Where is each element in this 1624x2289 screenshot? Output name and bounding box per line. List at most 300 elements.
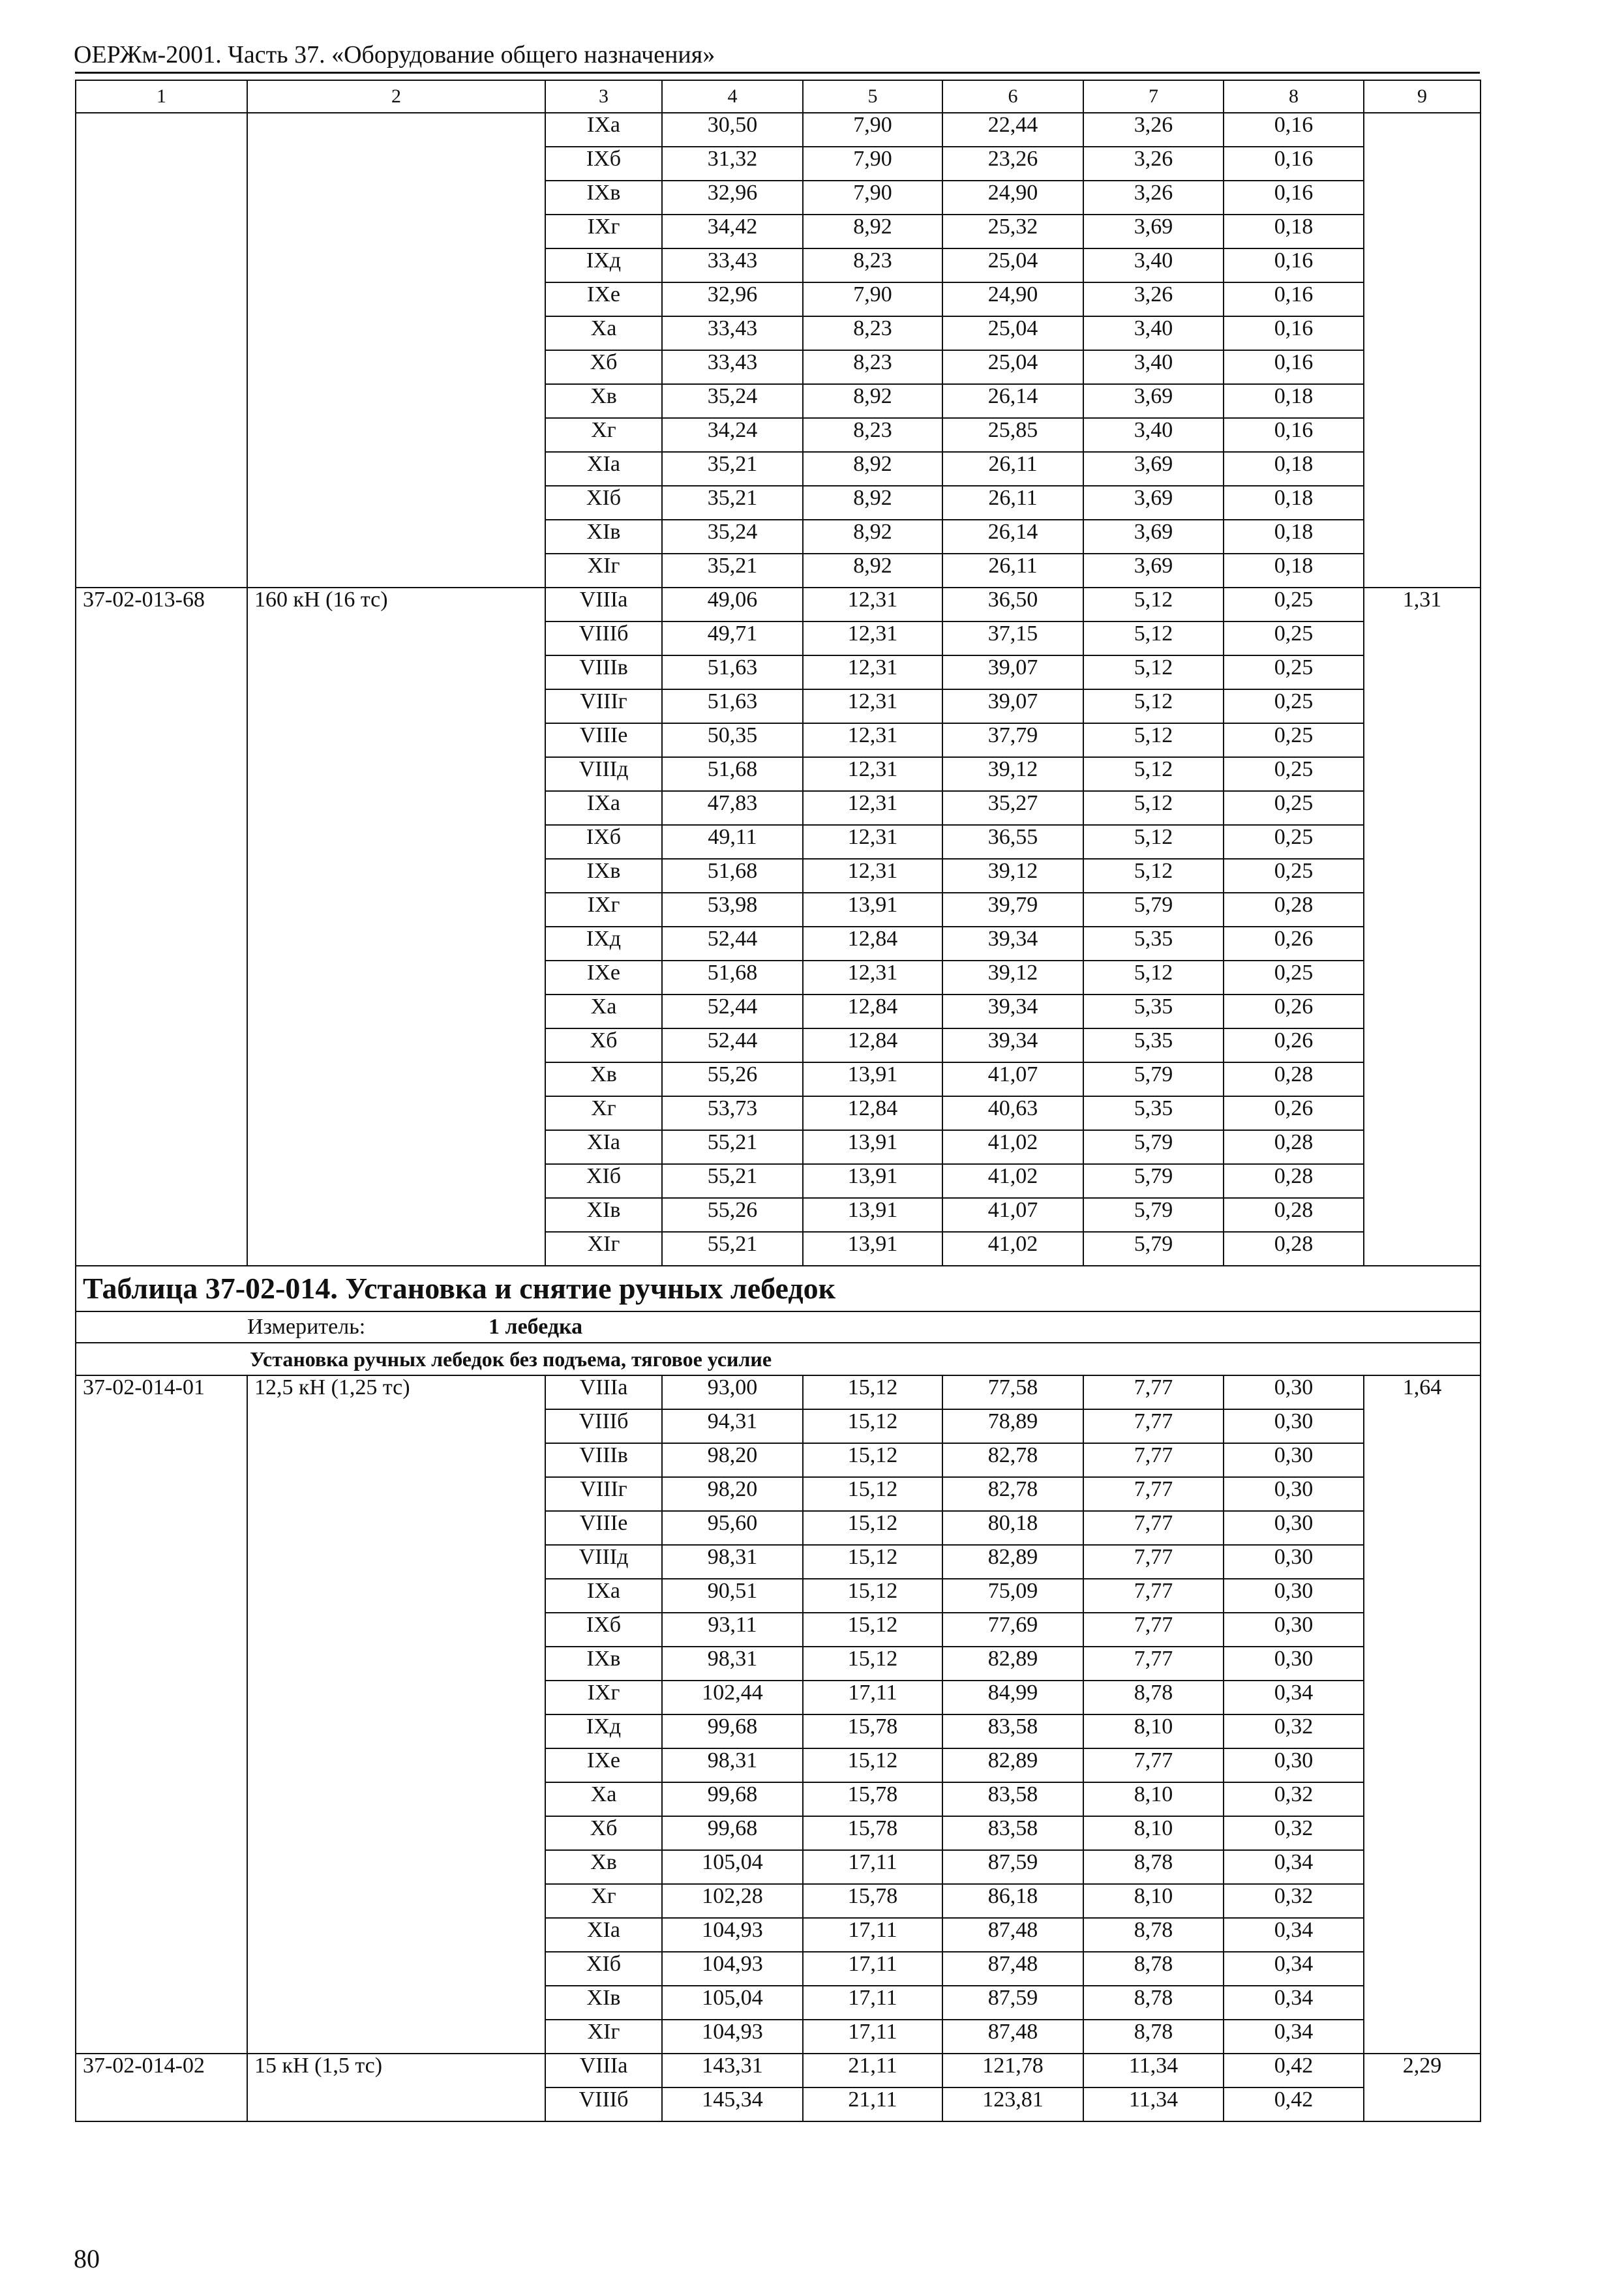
table-cell: 5,12 xyxy=(1083,757,1224,791)
rate-name: 160 кН (16 тс) xyxy=(247,588,545,1266)
table-cell: 0,26 xyxy=(1224,927,1364,961)
table-cell: 0,30 xyxy=(1224,1748,1364,1782)
table-cell: 0,16 xyxy=(1224,147,1364,181)
table-cell: 15,12 xyxy=(803,1579,942,1613)
table-cell: 8,92 xyxy=(803,215,942,248)
table-cell: 12,84 xyxy=(803,1096,942,1130)
table-cell: 5,79 xyxy=(1083,1164,1224,1198)
table-cell: 15,78 xyxy=(803,1816,942,1850)
table-cell: 0,34 xyxy=(1224,1918,1364,1952)
table-cell: XIб xyxy=(545,486,662,520)
table-cell: 25,04 xyxy=(942,350,1083,384)
column-number: 7 xyxy=(1083,80,1224,113)
table-cell: 99,68 xyxy=(662,1714,803,1748)
table-cell: 12,84 xyxy=(803,927,942,961)
table-cell: 21,11 xyxy=(803,2087,942,2121)
table-cell: 7,77 xyxy=(1083,1613,1224,1647)
table-cell: IXе xyxy=(545,282,662,316)
table-cell: 15,12 xyxy=(803,1613,942,1647)
table-cell: 0,42 xyxy=(1224,2054,1364,2087)
table-cell: 41,02 xyxy=(942,1130,1083,1164)
table-cell: 5,12 xyxy=(1083,791,1224,825)
table-cell: 17,11 xyxy=(803,1850,942,1884)
table-cell: 0,18 xyxy=(1224,486,1364,520)
table-cell: 36,50 xyxy=(942,588,1083,621)
column-number: 8 xyxy=(1224,80,1364,113)
table-cell: 51,68 xyxy=(662,961,803,995)
table-cell: 7,77 xyxy=(1083,1409,1224,1443)
table-cell: 12,31 xyxy=(803,961,942,995)
table-cell: 25,85 xyxy=(942,418,1083,452)
table-cell: IXв xyxy=(545,181,662,215)
table-cell: 41,07 xyxy=(942,1062,1083,1096)
table-cell: 8,23 xyxy=(803,248,942,282)
table-cell: 3,40 xyxy=(1083,418,1224,452)
table-cell: 0,25 xyxy=(1224,961,1364,995)
table-cell: 5,79 xyxy=(1083,1130,1224,1164)
table-cell: Xб xyxy=(545,350,662,384)
table-cell: Xб xyxy=(545,1816,662,1850)
table-cell: Xг xyxy=(545,1096,662,1130)
table-cell: 33,43 xyxy=(662,248,803,282)
table-cell: 93,00 xyxy=(662,1375,803,1409)
table-cell: 31,32 xyxy=(662,147,803,181)
table-cell: Xа xyxy=(545,316,662,350)
table-cell: 51,68 xyxy=(662,757,803,791)
table-cell: VIIIв xyxy=(545,655,662,689)
table-cell: 15,12 xyxy=(803,1477,942,1511)
table-cell: 0,25 xyxy=(1224,723,1364,757)
table-cell: 7,77 xyxy=(1083,1477,1224,1511)
table-cell: 0,42 xyxy=(1224,2087,1364,2121)
rate-code: 37-02-014-01 xyxy=(76,1375,247,2054)
table-cell: 123,81 xyxy=(942,2087,1083,2121)
table-cell: VIIIг xyxy=(545,689,662,723)
table-cell: 8,10 xyxy=(1083,1884,1224,1918)
table-cell: VIIIг xyxy=(545,1477,662,1511)
subheading-row xyxy=(76,1343,1481,1375)
table-cell: 7,77 xyxy=(1083,1647,1224,1681)
table-cell: 39,12 xyxy=(942,757,1083,791)
table-cell: 32,96 xyxy=(662,181,803,215)
table-cell: 98,31 xyxy=(662,1748,803,1782)
table-cell: IXд xyxy=(545,248,662,282)
table-cell: 0,30 xyxy=(1224,1375,1364,1409)
table-cell: 25,32 xyxy=(942,215,1083,248)
table-cell: 39,12 xyxy=(942,961,1083,995)
table-cell: Xг xyxy=(545,1884,662,1918)
table-cell: 3,69 xyxy=(1083,215,1224,248)
table-cell: VIIIд xyxy=(545,1545,662,1579)
table-cell: 15,78 xyxy=(803,1782,942,1816)
table-cell: 0,28 xyxy=(1224,893,1364,927)
table-cell: 0,32 xyxy=(1224,1714,1364,1748)
table-cell: 33,43 xyxy=(662,316,803,350)
table-cell: XIб xyxy=(545,1952,662,1986)
table-cell: VIIIа xyxy=(545,2054,662,2087)
table-cell: 0,30 xyxy=(1224,1511,1364,1545)
table-cell: 83,58 xyxy=(942,1782,1083,1816)
table-cell: 22,44 xyxy=(942,113,1083,147)
table-cell: 12,31 xyxy=(803,588,942,621)
table-cell: 55,26 xyxy=(662,1062,803,1096)
table-cell: Xв xyxy=(545,1062,662,1096)
table-cell: 0,28 xyxy=(1224,1062,1364,1096)
table-cell: 32,96 xyxy=(662,282,803,316)
table-cell: Xг xyxy=(545,418,662,452)
table-cell: 0,26 xyxy=(1224,1096,1364,1130)
table-cell: 17,11 xyxy=(803,1952,942,1986)
table-cell: 87,48 xyxy=(942,1918,1083,1952)
table-cell: 0,30 xyxy=(1224,1613,1364,1647)
table-cell: 3,69 xyxy=(1083,452,1224,486)
table-cell: 13,91 xyxy=(803,1164,942,1198)
table-cell: XIа xyxy=(545,1918,662,1952)
table-cell: 37,79 xyxy=(942,723,1083,757)
table-cell: 55,21 xyxy=(662,1232,803,1266)
table-cell: 12,31 xyxy=(803,723,942,757)
table-cell: 33,43 xyxy=(662,350,803,384)
table-cell: 51,63 xyxy=(662,689,803,723)
table-cell: 145,34 xyxy=(662,2087,803,2121)
table-cell: 50,35 xyxy=(662,723,803,757)
table-cell: 24,90 xyxy=(942,181,1083,215)
table-row xyxy=(76,1375,1481,1409)
table-row xyxy=(76,588,1481,621)
table-cell: VIIIб xyxy=(545,2087,662,2121)
table-cell: 13,91 xyxy=(803,1130,942,1164)
table-cell: 30,50 xyxy=(662,113,803,147)
table-cell: XIв xyxy=(545,1986,662,2020)
table-cell: XIв xyxy=(545,520,662,554)
table-cell: 13,91 xyxy=(803,893,942,927)
table-cell: 5,12 xyxy=(1083,723,1224,757)
column-number: 1 xyxy=(76,80,247,113)
table-cell: 5,12 xyxy=(1083,689,1224,723)
table-cell: 5,79 xyxy=(1083,1198,1224,1232)
table-cell: 98,20 xyxy=(662,1443,803,1477)
table-cell: 0,25 xyxy=(1224,757,1364,791)
table-cell: 0,34 xyxy=(1224,1850,1364,1884)
table-cell: 0,25 xyxy=(1224,689,1364,723)
table-cell: XIа xyxy=(545,1130,662,1164)
table-cell: 51,68 xyxy=(662,859,803,893)
table-cell: 8,78 xyxy=(1083,1850,1224,1884)
table-cell: 0,30 xyxy=(1224,1647,1364,1681)
column-number: 3 xyxy=(545,80,662,113)
table-cell: 52,44 xyxy=(662,995,803,1028)
measure-row xyxy=(76,1311,1481,1343)
table-cell: 8,10 xyxy=(1083,1816,1224,1850)
rate-extra: 1,31 xyxy=(1364,588,1481,1266)
table-cell: 0,16 xyxy=(1224,316,1364,350)
table-cell: 26,14 xyxy=(942,520,1083,554)
table-cell: 3,40 xyxy=(1083,316,1224,350)
table-cell: 0,30 xyxy=(1224,1443,1364,1477)
table-cell: VIIIб xyxy=(545,621,662,655)
table-cell: 0,25 xyxy=(1224,655,1364,689)
table-cell: 3,26 xyxy=(1083,147,1224,181)
table-cell: 3,69 xyxy=(1083,486,1224,520)
table-cell: IXа xyxy=(545,113,662,147)
table-cell: 86,18 xyxy=(942,1884,1083,1918)
table-cell: 104,93 xyxy=(662,1952,803,1986)
table-cell: 53,73 xyxy=(662,1096,803,1130)
table-cell: 83,58 xyxy=(942,1714,1083,1748)
table-cell: 0,34 xyxy=(1224,1986,1364,2020)
table-cell: 7,90 xyxy=(803,181,942,215)
table-cell: 15,12 xyxy=(803,1647,942,1681)
table-cell: 13,91 xyxy=(803,1198,942,1232)
table-cell: 52,44 xyxy=(662,927,803,961)
table-cell: 0,16 xyxy=(1224,350,1364,384)
table-cell: 15,78 xyxy=(803,1884,942,1918)
table-cell: 35,21 xyxy=(662,452,803,486)
table-cell: IXа xyxy=(545,791,662,825)
table-cell: 7,77 xyxy=(1083,1579,1224,1613)
table-cell: 5,79 xyxy=(1083,1232,1224,1266)
table-cell: 98,31 xyxy=(662,1545,803,1579)
table-cell: 5,12 xyxy=(1083,961,1224,995)
table-cell: 0,28 xyxy=(1224,1130,1364,1164)
table-cell: 0,16 xyxy=(1224,282,1364,316)
table-cell: 7,77 xyxy=(1083,1443,1224,1477)
table-cell: IXг xyxy=(545,215,662,248)
table-cell: 8,78 xyxy=(1083,1918,1224,1952)
rate-code xyxy=(76,113,247,588)
table-cell: 0,34 xyxy=(1224,1952,1364,1986)
table-cell: 12,31 xyxy=(803,621,942,655)
table-cell: Xа xyxy=(545,995,662,1028)
table-cell: 8,78 xyxy=(1083,1681,1224,1714)
table-cell: 12,31 xyxy=(803,791,942,825)
table-cell: 8,78 xyxy=(1083,1986,1224,2020)
table-cell: 90,51 xyxy=(662,1579,803,1613)
rate-name: 12,5 кН (1,25 тс) xyxy=(247,1375,545,2054)
rate-code: 37-02-013-68 xyxy=(76,588,247,1266)
subheading-spacer xyxy=(76,1343,247,1375)
table-cell: 39,79 xyxy=(942,893,1083,927)
table-cell: 49,06 xyxy=(662,588,803,621)
table-cell: 25,04 xyxy=(942,248,1083,282)
table-cell: 12,31 xyxy=(803,655,942,689)
table-cell: 102,28 xyxy=(662,1884,803,1918)
table-cell: 0,18 xyxy=(1224,554,1364,588)
table-cell: 3,69 xyxy=(1083,520,1224,554)
table-cell: 26,11 xyxy=(942,554,1083,588)
table-cell: 8,92 xyxy=(803,554,942,588)
table-cell: 7,77 xyxy=(1083,1375,1224,1409)
table-cell: IXе xyxy=(545,1748,662,1782)
table-cell: 8,10 xyxy=(1083,1782,1224,1816)
table-cell: 35,21 xyxy=(662,554,803,588)
table-cell: 15,12 xyxy=(803,1545,942,1579)
table-cell: XIг xyxy=(545,1232,662,1266)
table-cell: 34,42 xyxy=(662,215,803,248)
table-cell: 0,18 xyxy=(1224,384,1364,418)
table-cell: 49,11 xyxy=(662,825,803,859)
table-cell: 39,34 xyxy=(942,1028,1083,1062)
table-cell: 98,31 xyxy=(662,1647,803,1681)
rate-name: 15 кН (1,5 тс) xyxy=(247,2054,545,2121)
rate-code: 37-02-014-02 xyxy=(76,2054,247,2121)
rate-extra xyxy=(1364,113,1481,588)
table-cell: IXб xyxy=(545,825,662,859)
table-cell: 55,21 xyxy=(662,1130,803,1164)
table-cell: 15,78 xyxy=(803,1714,942,1748)
table-cell: 17,11 xyxy=(803,1681,942,1714)
table-cell: 99,68 xyxy=(662,1782,803,1816)
table-cell: 104,93 xyxy=(662,2020,803,2054)
table-cell: 75,09 xyxy=(942,1579,1083,1613)
table-cell: 15,12 xyxy=(803,1409,942,1443)
table-cell: 0,25 xyxy=(1224,859,1364,893)
table-cell: XIв xyxy=(545,1198,662,1232)
table-cell: 12,31 xyxy=(803,757,942,791)
table-cell: 15,12 xyxy=(803,1443,942,1477)
table-row xyxy=(76,113,1481,147)
table-cell: 17,11 xyxy=(803,2020,942,2054)
table-cell: 0,18 xyxy=(1224,520,1364,554)
rate-extra: 1,64 xyxy=(1364,1375,1481,2054)
table-cell: 17,11 xyxy=(803,1986,942,2020)
table-cell: 8,78 xyxy=(1083,1952,1224,1986)
table-cell: XIа xyxy=(545,452,662,486)
column-number-row xyxy=(76,80,1481,113)
table-cell: 82,78 xyxy=(942,1443,1083,1477)
table-cell: 0,32 xyxy=(1224,1884,1364,1918)
table-cell: 0,32 xyxy=(1224,1782,1364,1816)
table-cell: 3,69 xyxy=(1083,384,1224,418)
table-cell: 3,26 xyxy=(1083,181,1224,215)
table-cell: 12,31 xyxy=(803,825,942,859)
table-cell: 87,48 xyxy=(942,2020,1083,2054)
table-cell: 8,23 xyxy=(803,418,942,452)
table-cell: 0,30 xyxy=(1224,1409,1364,1443)
table-cell: 78,89 xyxy=(942,1409,1083,1443)
table-cell: VIIIб xyxy=(545,1409,662,1443)
table-cell: 49,71 xyxy=(662,621,803,655)
table-cell: 0,34 xyxy=(1224,1681,1364,1714)
table-cell: 36,55 xyxy=(942,825,1083,859)
table-cell: 7,90 xyxy=(803,147,942,181)
table-cell: 82,78 xyxy=(942,1477,1083,1511)
table-cell: 0,32 xyxy=(1224,1816,1364,1850)
table-cell: 7,77 xyxy=(1083,1748,1224,1782)
table-cell: 37,15 xyxy=(942,621,1083,655)
table-cell: 0,26 xyxy=(1224,1028,1364,1062)
table-cell: 5,79 xyxy=(1083,893,1224,927)
table-cell: 0,16 xyxy=(1224,113,1364,147)
table-cell: 105,04 xyxy=(662,1850,803,1884)
table-cell: XIб xyxy=(545,1164,662,1198)
table-cell: IXг xyxy=(545,893,662,927)
table-cell: XIг xyxy=(545,554,662,588)
table-cell: 77,58 xyxy=(942,1375,1083,1409)
table-cell: 39,07 xyxy=(942,655,1083,689)
table-cell: 0,16 xyxy=(1224,418,1364,452)
table-cell: 0,16 xyxy=(1224,248,1364,282)
table-cell: 0,16 xyxy=(1224,181,1364,215)
table-cell: 8,23 xyxy=(803,350,942,384)
table-cell: IXг xyxy=(545,1681,662,1714)
table-cell: 0,18 xyxy=(1224,215,1364,248)
table-cell: 8,78 xyxy=(1083,2020,1224,2054)
rates-table-container xyxy=(75,80,1480,2122)
table-cell: 52,44 xyxy=(662,1028,803,1062)
section-title-row xyxy=(76,1266,1481,1311)
table-cell: 55,21 xyxy=(662,1164,803,1198)
table-cell: 5,35 xyxy=(1083,995,1224,1028)
table-cell: 83,58 xyxy=(942,1816,1083,1850)
table-cell: 0,30 xyxy=(1224,1579,1364,1613)
column-number: 9 xyxy=(1364,80,1481,113)
table-cell: 82,89 xyxy=(942,1647,1083,1681)
table-cell: 5,12 xyxy=(1083,859,1224,893)
table-cell: 8,92 xyxy=(803,384,942,418)
measure-value: 1 лебедка xyxy=(489,1315,583,1339)
table-cell: 39,34 xyxy=(942,995,1083,1028)
table-cell: 17,11 xyxy=(803,1918,942,1952)
table-cell: XIг xyxy=(545,2020,662,2054)
table-cell: 0,25 xyxy=(1224,791,1364,825)
table-cell: 35,24 xyxy=(662,520,803,554)
page-number: 80 xyxy=(74,2244,100,2273)
table-cell: 0,34 xyxy=(1224,2020,1364,2054)
table-cell: 5,12 xyxy=(1083,655,1224,689)
table-cell: 55,26 xyxy=(662,1198,803,1232)
table-cell: 12,31 xyxy=(803,689,942,723)
table-cell: VIIIе xyxy=(545,1511,662,1545)
table-cell: 0,25 xyxy=(1224,825,1364,859)
table-cell: VIIIв xyxy=(545,1443,662,1477)
table-cell: 87,48 xyxy=(942,1952,1083,1986)
table-cell: 0,25 xyxy=(1224,588,1364,621)
table-cell: 39,12 xyxy=(942,859,1083,893)
table-cell: 82,89 xyxy=(942,1545,1083,1579)
table-cell: IXд xyxy=(545,927,662,961)
table-cell: 3,26 xyxy=(1083,113,1224,147)
table-cell: 35,21 xyxy=(662,486,803,520)
table-cell: 0,28 xyxy=(1224,1232,1364,1266)
header-rule xyxy=(75,72,1480,74)
table-cell: Xб xyxy=(545,1028,662,1062)
table-cell: 41,07 xyxy=(942,1198,1083,1232)
table-cell: 104,93 xyxy=(662,1918,803,1952)
table-cell: 35,24 xyxy=(662,384,803,418)
table-cell: 5,35 xyxy=(1083,1096,1224,1130)
table-cell: 41,02 xyxy=(942,1164,1083,1198)
table-cell: 7,77 xyxy=(1083,1545,1224,1579)
table-cell: 12,84 xyxy=(803,1028,942,1062)
table-cell: 95,60 xyxy=(662,1511,803,1545)
rates-table xyxy=(75,80,1481,2122)
table-cell: 34,24 xyxy=(662,418,803,452)
table-cell: 105,04 xyxy=(662,1986,803,2020)
table-cell: 8,92 xyxy=(803,520,942,554)
table-cell: 94,31 xyxy=(662,1409,803,1443)
table-cell: 0,25 xyxy=(1224,621,1364,655)
table-cell: 15,12 xyxy=(803,1511,942,1545)
table-cell: 5,35 xyxy=(1083,1028,1224,1062)
table-cell: IXд xyxy=(545,1714,662,1748)
table-cell: 53,98 xyxy=(662,893,803,927)
table-cell: 84,99 xyxy=(942,1681,1083,1714)
table-cell: 35,27 xyxy=(942,791,1083,825)
table-cell: Xв xyxy=(545,384,662,418)
table-cell: VIIIд xyxy=(545,757,662,791)
table-cell: 15,12 xyxy=(803,1748,942,1782)
